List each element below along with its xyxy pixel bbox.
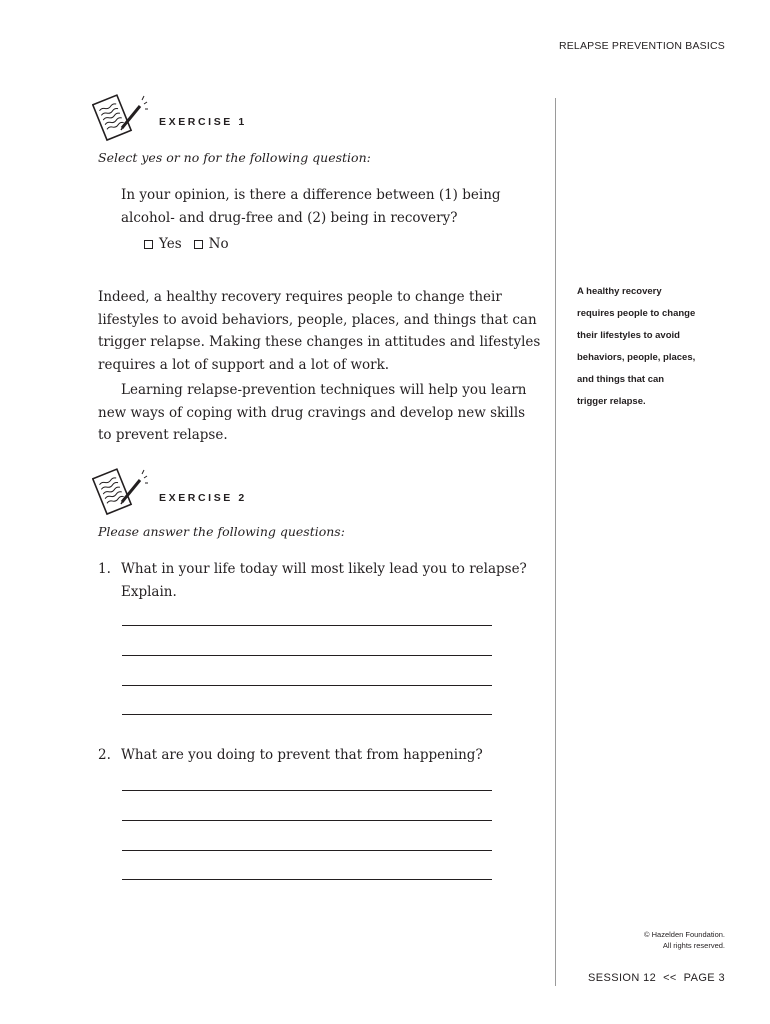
sidebar-pull-quote <box>577 281 727 413</box>
page-footer <box>588 972 725 984</box>
no-label: No <box>208 236 229 252</box>
question-1-number: 1. <box>98 561 111 577</box>
yes-checkbox[interactable] <box>144 240 153 249</box>
notepad-pencil-icon <box>92 466 148 518</box>
paragraph-line: lifestyles to avoid behaviors, people, places, and things that can <box>98 311 537 328</box>
question-line: In your opinion, is there a difference between (1) being <box>121 187 501 203</box>
pull-quote-line: behaviors, people, places, <box>577 352 696 363</box>
pull-quote-line: and things that can <box>577 374 665 385</box>
exercise-2-title: EXERCISE 2 <box>159 492 247 504</box>
exercise-1-instruction: Select yes or no for the following question: <box>98 150 371 165</box>
answer-line[interactable] <box>122 820 492 821</box>
pull-quote-line: trigger relapse. <box>577 396 646 407</box>
paragraph-line: Indeed, a healthy recovery requires people to change their <box>98 289 502 305</box>
option-no[interactable] <box>194 236 229 252</box>
answer-line[interactable] <box>122 850 492 851</box>
paragraph-line: Learning relapse-prevention techniques will help you learn <box>121 382 527 398</box>
question-line: Explain. <box>121 583 177 600</box>
body-paragraph-2 <box>98 379 526 447</box>
yes-label: Yes <box>159 236 182 252</box>
pull-quote-line: A healthy recovery <box>577 286 662 297</box>
answer-line[interactable] <box>122 685 492 686</box>
copyright-notice <box>644 929 725 951</box>
question-2-number: 2. <box>98 747 111 763</box>
no-checkbox[interactable] <box>194 240 203 249</box>
question-line: What in your life today will most likely lead you to relapse? <box>121 561 527 577</box>
paragraph-line: requires a lot of support and a lot of work. <box>98 356 390 373</box>
answer-line[interactable] <box>122 625 492 626</box>
footer-text: SESSION 12 << PAGE 3 <box>588 972 725 984</box>
yes-no-options <box>144 236 241 252</box>
body-paragraph-1 <box>98 286 540 376</box>
margin-divider <box>555 98 556 986</box>
running-header: RELAPSE PREVENTION BASICS <box>558 40 725 52</box>
answer-line[interactable] <box>122 655 492 656</box>
pull-quote-line: requires people to change <box>577 308 696 319</box>
copyright-line: © Hazelden Foundation. <box>644 930 725 939</box>
answer-line[interactable] <box>122 790 492 791</box>
paragraph-line: to prevent relapse. <box>98 427 228 443</box>
notepad-pencil-icon <box>92 92 148 144</box>
pull-quote-line: their lifestyles to avoid <box>577 330 680 341</box>
answer-line[interactable] <box>122 714 492 715</box>
answer-line[interactable] <box>122 879 492 880</box>
question-2-text: What are you doing to prevent that from happening? <box>121 747 483 763</box>
option-yes[interactable] <box>144 236 182 252</box>
copyright-line: All rights reserved. <box>662 941 725 950</box>
exercise-1-title: EXERCISE 1 <box>159 116 247 128</box>
question-line: alcohol- and drug-free and (2) being in recovery? <box>121 209 458 226</box>
paragraph-line: new ways of coping with drug cravings and develop new skills <box>98 404 526 421</box>
question-1-text <box>121 558 527 603</box>
paragraph-line: trigger relapse. Making these changes in attitudes and lifestyles <box>98 334 541 350</box>
exercise-2-instruction: Please answer the following questions: <box>98 524 345 539</box>
exercise-1-question <box>121 184 501 229</box>
